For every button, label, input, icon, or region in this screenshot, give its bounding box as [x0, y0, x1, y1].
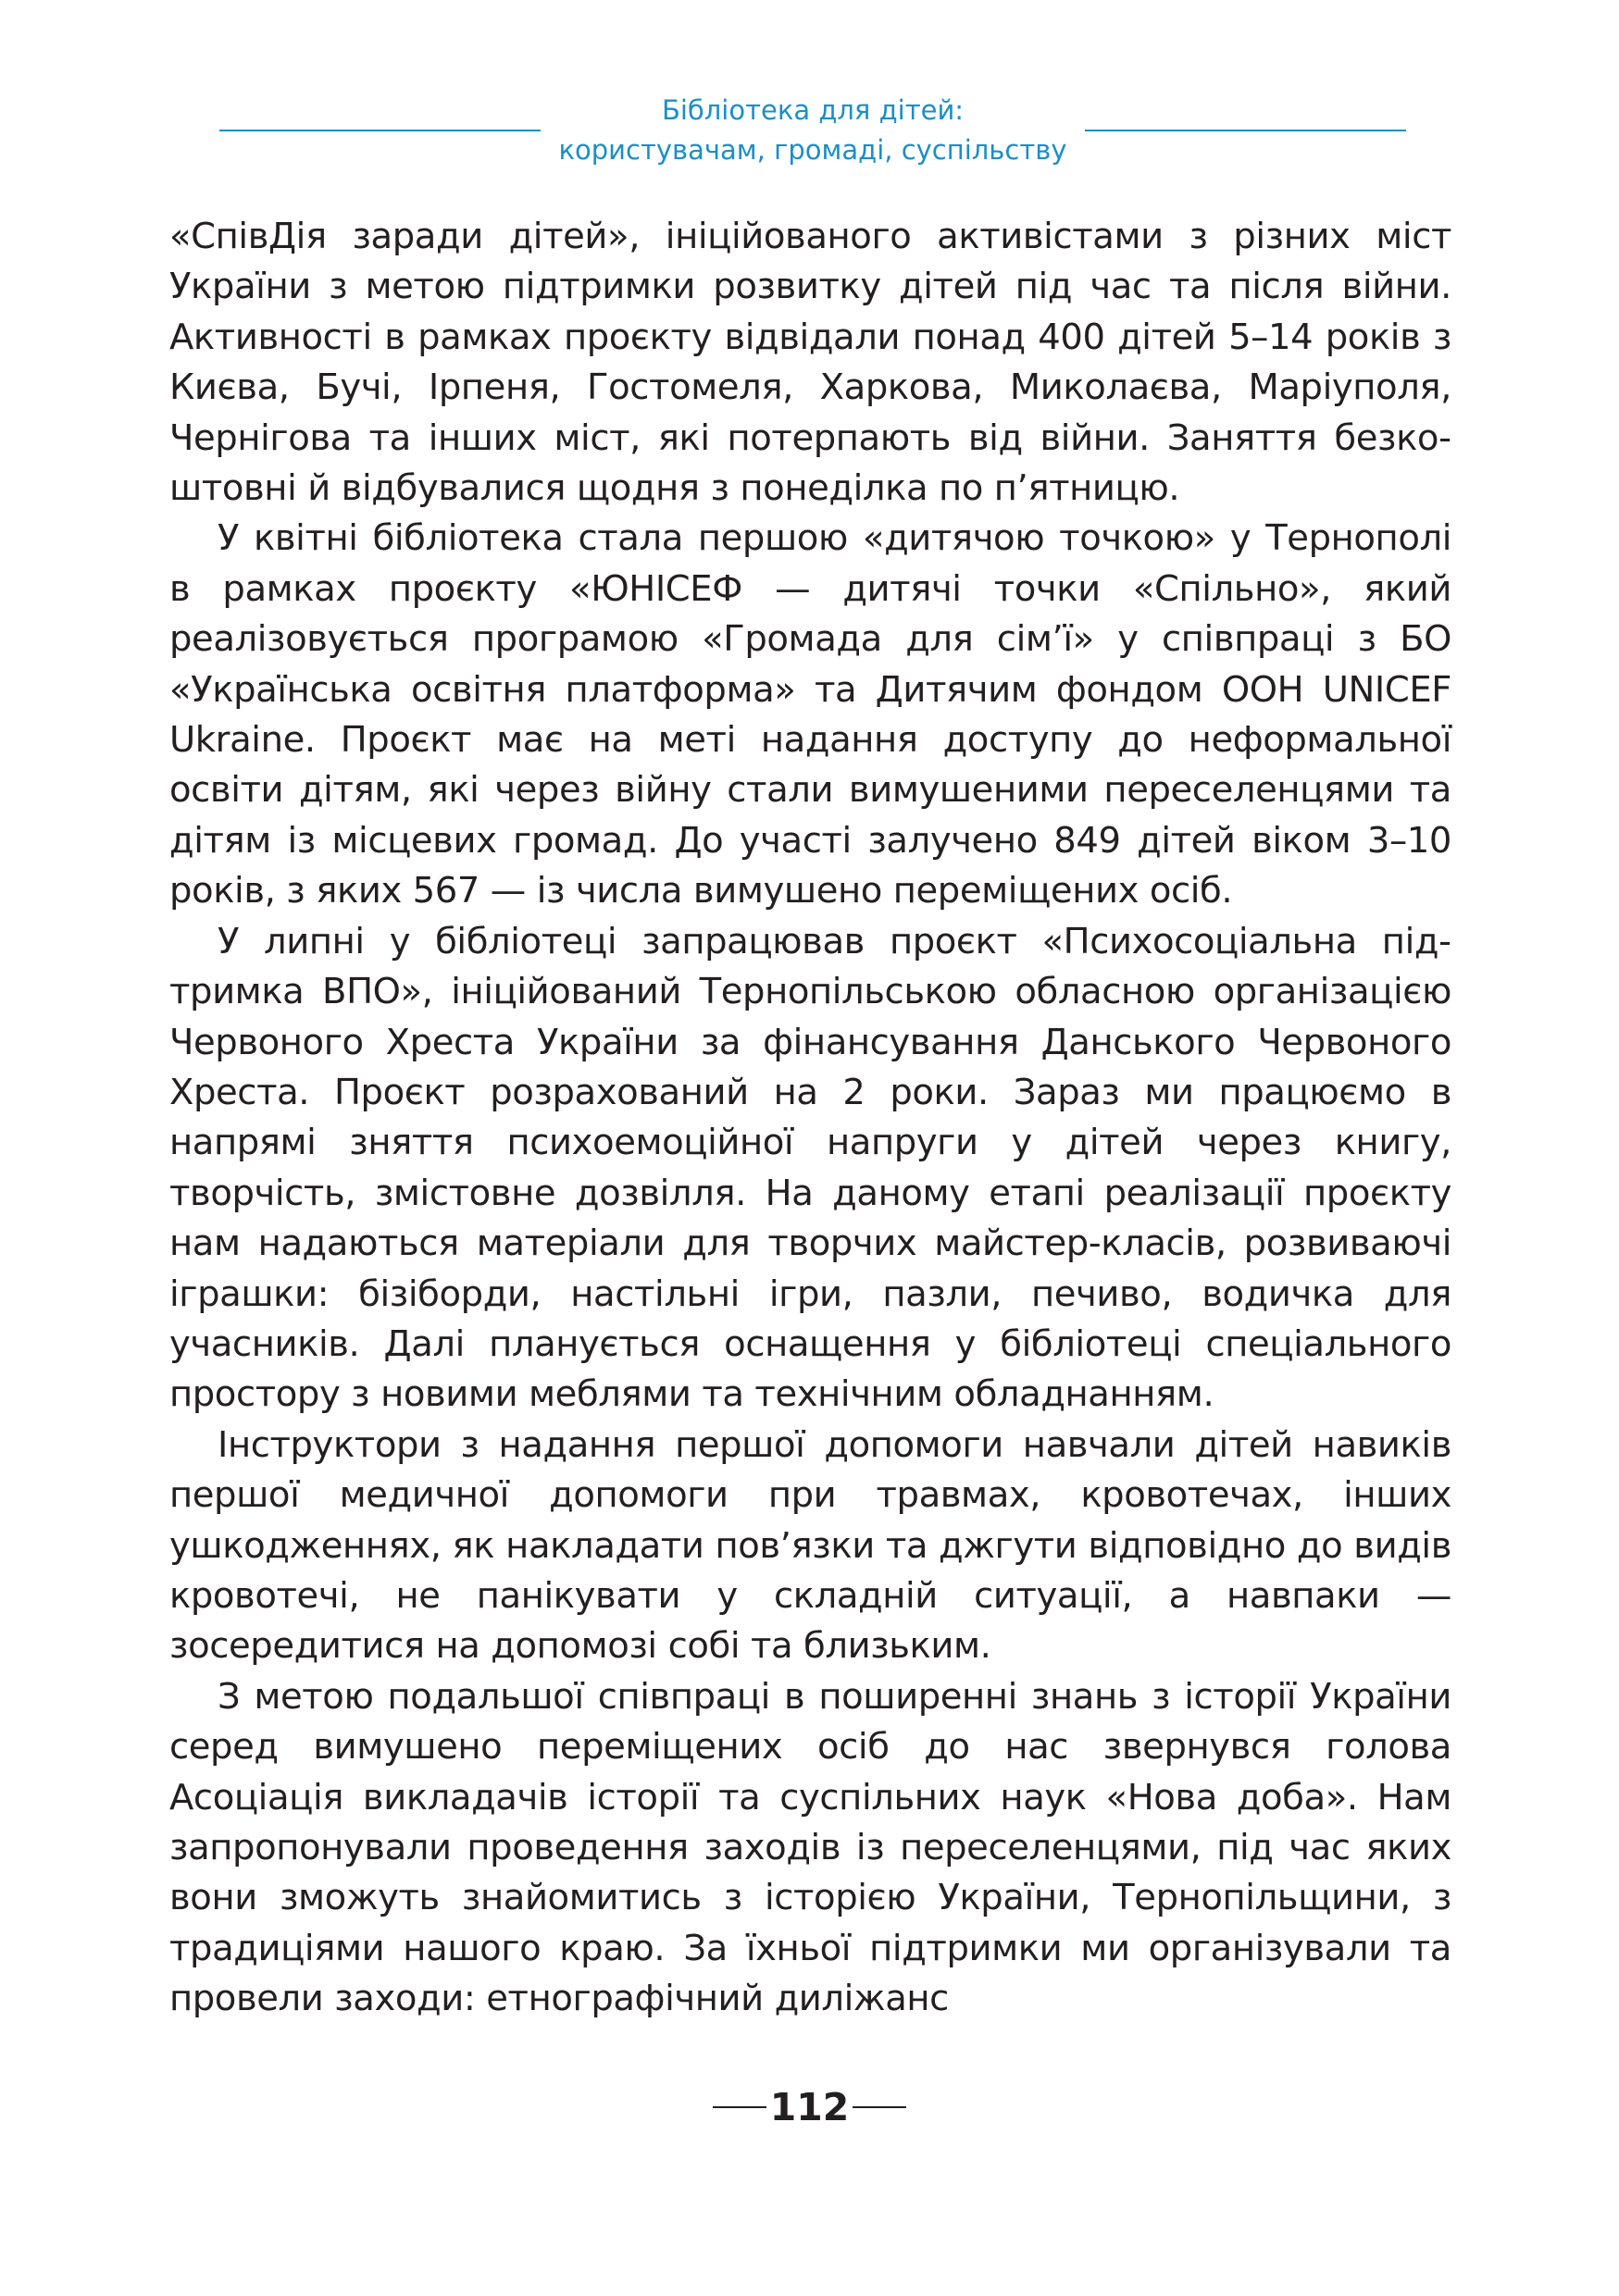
paragraph: У липні у бібліотеці запрацював проєкт «Психосоціальна підтримка ВПО», ініційований Тернопільською обласною організацією Червоного Хреста України за фінансування Данського Червоного Хреста. Проєкт розрахований на 2 роки. Зараз ми працюємо в напрямі зняття психоемоційної напруги у дітей через книгу, творчість, змістовне дозвілля. На даному етапі реалізації проєкту нам надаються матеріали для творчих майстер-класів, розвиваючі іграшки: бізіборди, настільні ігри, пазли, печиво, водичка для учасників. Далі планується оснащення у бібліотеці спеціального простору з новими меблями та технічним обладнанням. [169, 920, 1451, 1416]
page-number-left-rule [713, 2106, 766, 2108]
paragraph: У квітні бібліотека стала першою «дитячою точкою» у Тернополі в рамках проєкту «ЮНІСЕФ — дитячі точки «Спільно», який реалізовується програмою «Громада для сім’ї» у співпраці з БО «Українська освітня платформа» та Дитячим фондом ООН UNICEF Ukraine. Проєкт має на меті надання доступу до неформальної освіти дітям, які через війну стали вимушеними переселенцями та дітям із місцевих громад. До участі залучено 849 дітей віком 3–10 років, з яких 567 — із числа вимушено переміщених осіб. [169, 517, 1451, 912]
paragraph: З метою подальшої співпраці в поширенні знань з історії України серед вимушено переміщених осіб до нас звернувся голова Асоціація викладачів історії та суспільних наук «Нова доба». Нам запропонували проведення заходів із переселенцями, під час яких вони зможуть знайомитись з історією України, Тернопільщини, з традиціями нашого краю. За їхньої підтримки ми організували та провели заходи: етнографічний диліжанс [169, 1675, 1451, 2020]
paragraph: Інструктори з надання першої допомоги навчали дітей навиків першої медичної допомоги при травмах, кровотечах, інших ушкодженнях, як накладати пов’язки та джгути відповідно до видів кровотечі, не панікувати у складній ситуації, а навпаки — зосередитися на допомозі собі та близьким. [169, 1423, 1451, 1668]
page-number-footer [0, 2085, 1619, 2141]
paragraph: «СпівДія заради дітей», ініційованого активістами з різних міст України з метою підтримки розвитку дітей під час та після війни. Активності в рамках проєкту відвідали понад 400 дітей 5–14 років з Києва, Бучі, Ірпеня, Гостомеля, Харкова, Миколаєва, Маріуполя, Чернігова та інших міст, які потерпають від війни. Заняття безкоштовні й відбувалися щодня з понеділка по п’ятницю. [169, 216, 1451, 510]
running-head-line-1: Бібліотека для дітей: [661, 94, 965, 126]
running-head-right-rule [1085, 130, 1406, 131]
running-head-line-2: користувачам, громаді, суспільству [558, 134, 1067, 166]
page-number: 112 [769, 2085, 850, 2129]
body-text [169, 212, 1451, 2025]
running-head [0, 91, 1619, 174]
page-number-right-rule [853, 2106, 906, 2108]
running-head-left-rule [219, 130, 541, 131]
page-number-group [713, 2085, 907, 2129]
running-head-title [541, 91, 1085, 170]
